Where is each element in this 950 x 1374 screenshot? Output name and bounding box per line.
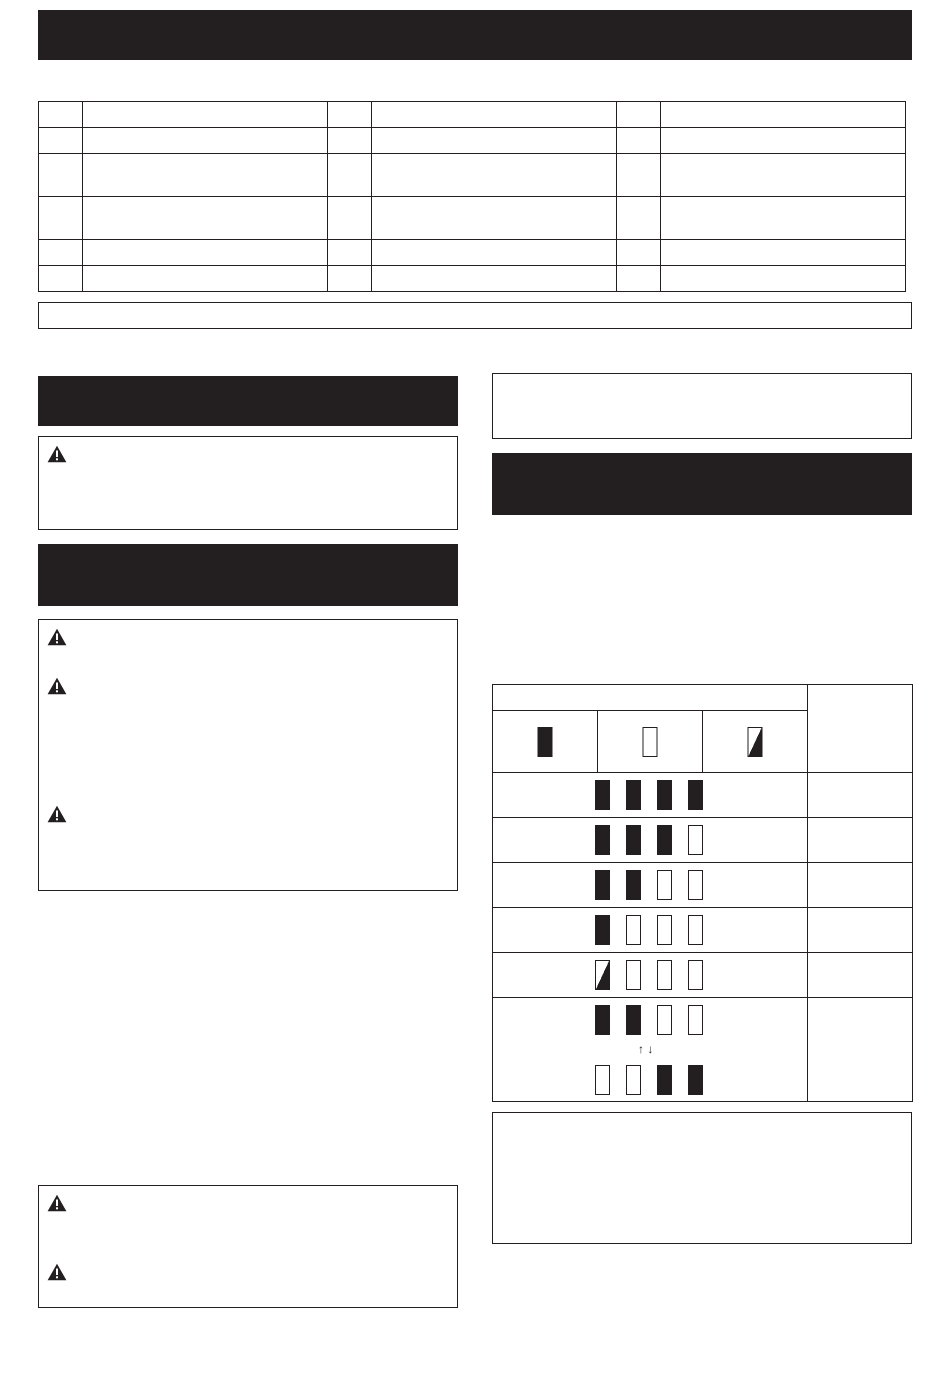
warning-box <box>38 436 458 530</box>
indicator-row <box>493 953 913 998</box>
indicator-lamps-cell <box>493 818 808 863</box>
section-heading-bar <box>492 453 912 515</box>
table-cell <box>328 102 372 128</box>
lamp-on-icon <box>595 780 610 810</box>
warning-triangle-icon <box>47 445 67 463</box>
table-cell <box>83 128 328 154</box>
lamp-on-icon <box>626 825 641 855</box>
table-row <box>39 240 906 266</box>
parts-table <box>38 101 906 292</box>
indicator-lamps-cell <box>493 953 808 998</box>
table-cell <box>39 240 83 266</box>
warning-box <box>38 619 458 891</box>
lamp-off-icon <box>643 727 658 757</box>
indicator-row <box>493 863 913 908</box>
lamp-on-icon <box>626 870 641 900</box>
capacity-cell <box>808 953 913 998</box>
lamp-on-icon <box>657 780 672 810</box>
legend-cell-off <box>598 711 703 773</box>
indicator-lamps-cell <box>493 863 808 908</box>
lamp-blinking-icon <box>595 960 610 990</box>
legend-cell-blinking <box>703 711 808 773</box>
lamp-blinking-icon <box>748 727 763 757</box>
warning-triangle-icon <box>47 805 67 823</box>
lamp-off-icon <box>595 1065 610 1095</box>
table-cell <box>39 197 83 240</box>
table-cell <box>83 197 328 240</box>
note-box <box>492 1112 912 1244</box>
lamp-off-icon <box>688 960 703 990</box>
lamp-on-icon <box>595 870 610 900</box>
table-row <box>39 128 906 154</box>
lamp-off-icon <box>657 960 672 990</box>
table-cell <box>83 102 328 128</box>
lamp-off-icon <box>626 960 641 990</box>
table-cell <box>661 240 906 266</box>
table-cell <box>661 197 906 240</box>
table-cell <box>83 154 328 197</box>
section-heading-bar <box>38 544 458 606</box>
table-cell <box>372 102 617 128</box>
lamp-off-icon <box>626 1065 641 1095</box>
capacity-cell <box>808 863 913 908</box>
lamp-on-icon <box>657 825 672 855</box>
table-cell <box>39 128 83 154</box>
table-cell <box>372 154 617 197</box>
warning-box <box>38 1185 458 1308</box>
table-cell <box>328 266 372 292</box>
table-cell <box>617 197 661 240</box>
note-box <box>492 373 912 439</box>
table-cell <box>328 128 372 154</box>
indicator-row <box>493 998 913 1102</box>
table-cell <box>661 154 906 197</box>
warning-triangle-icon <box>47 677 67 695</box>
table-cell <box>661 128 906 154</box>
table-cell <box>39 154 83 197</box>
capacity-cell <box>808 773 913 818</box>
table-cell <box>372 128 617 154</box>
lamp-on-icon <box>688 780 703 810</box>
capacity-cell <box>808 818 913 863</box>
capacity-cell <box>808 998 913 1102</box>
table-cell <box>617 240 661 266</box>
lamp-on-icon <box>538 727 553 757</box>
table-row <box>39 266 906 292</box>
table-row <box>39 102 906 128</box>
table-cell <box>617 154 661 197</box>
table-note-box <box>38 302 912 329</box>
battery-indicator-table <box>492 684 913 1102</box>
lamp-off-icon <box>657 915 672 945</box>
indicator-lamps-cell <box>493 908 808 953</box>
table-cell <box>617 266 661 292</box>
table-cell <box>83 240 328 266</box>
lamp-off-icon <box>626 915 641 945</box>
warning-triangle-icon <box>47 628 67 646</box>
warning-triangle-icon <box>47 1194 67 1212</box>
table-cell <box>372 197 617 240</box>
warning-triangle-icon <box>47 1263 67 1281</box>
lamp-off-icon <box>657 1005 672 1035</box>
table-cell <box>39 266 83 292</box>
table-cell <box>661 266 906 292</box>
table-row <box>39 197 906 240</box>
indicator-lamps-cell <box>493 773 808 818</box>
table-cell <box>372 266 617 292</box>
lamp-on-icon <box>626 780 641 810</box>
table-cell <box>617 102 661 128</box>
legend-cell-on <box>493 711 598 773</box>
table-cell <box>83 266 328 292</box>
lamp-off-icon <box>657 870 672 900</box>
indicator-row <box>493 773 913 818</box>
table-cell <box>617 128 661 154</box>
remaining-capacity-header <box>808 685 913 773</box>
page-header-bar <box>38 10 912 60</box>
table-cell <box>328 240 372 266</box>
alternating-arrows-icon: ↑ ↓ <box>638 1042 654 1056</box>
table-header-row <box>493 685 913 711</box>
table-row <box>39 154 906 197</box>
lamp-off-icon <box>688 870 703 900</box>
lamp-off-icon <box>688 825 703 855</box>
lamp-on-icon <box>657 1065 672 1095</box>
table-cell <box>328 197 372 240</box>
lamp-off-icon <box>688 915 703 945</box>
lamp-on-icon <box>626 1005 641 1035</box>
table-cell <box>328 154 372 197</box>
table-cell <box>661 102 906 128</box>
table-cell <box>372 240 617 266</box>
lamp-on-icon <box>595 1005 610 1035</box>
indicator-row <box>493 818 913 863</box>
lamp-on-icon <box>595 825 610 855</box>
lamp-on-icon <box>595 915 610 945</box>
indicator-row <box>493 908 913 953</box>
indicator-lamps-header <box>493 685 808 711</box>
section-heading-bar <box>38 376 458 426</box>
table-cell <box>39 102 83 128</box>
lamp-off-icon <box>688 1005 703 1035</box>
capacity-cell <box>808 908 913 953</box>
lamp-on-icon <box>688 1065 703 1095</box>
